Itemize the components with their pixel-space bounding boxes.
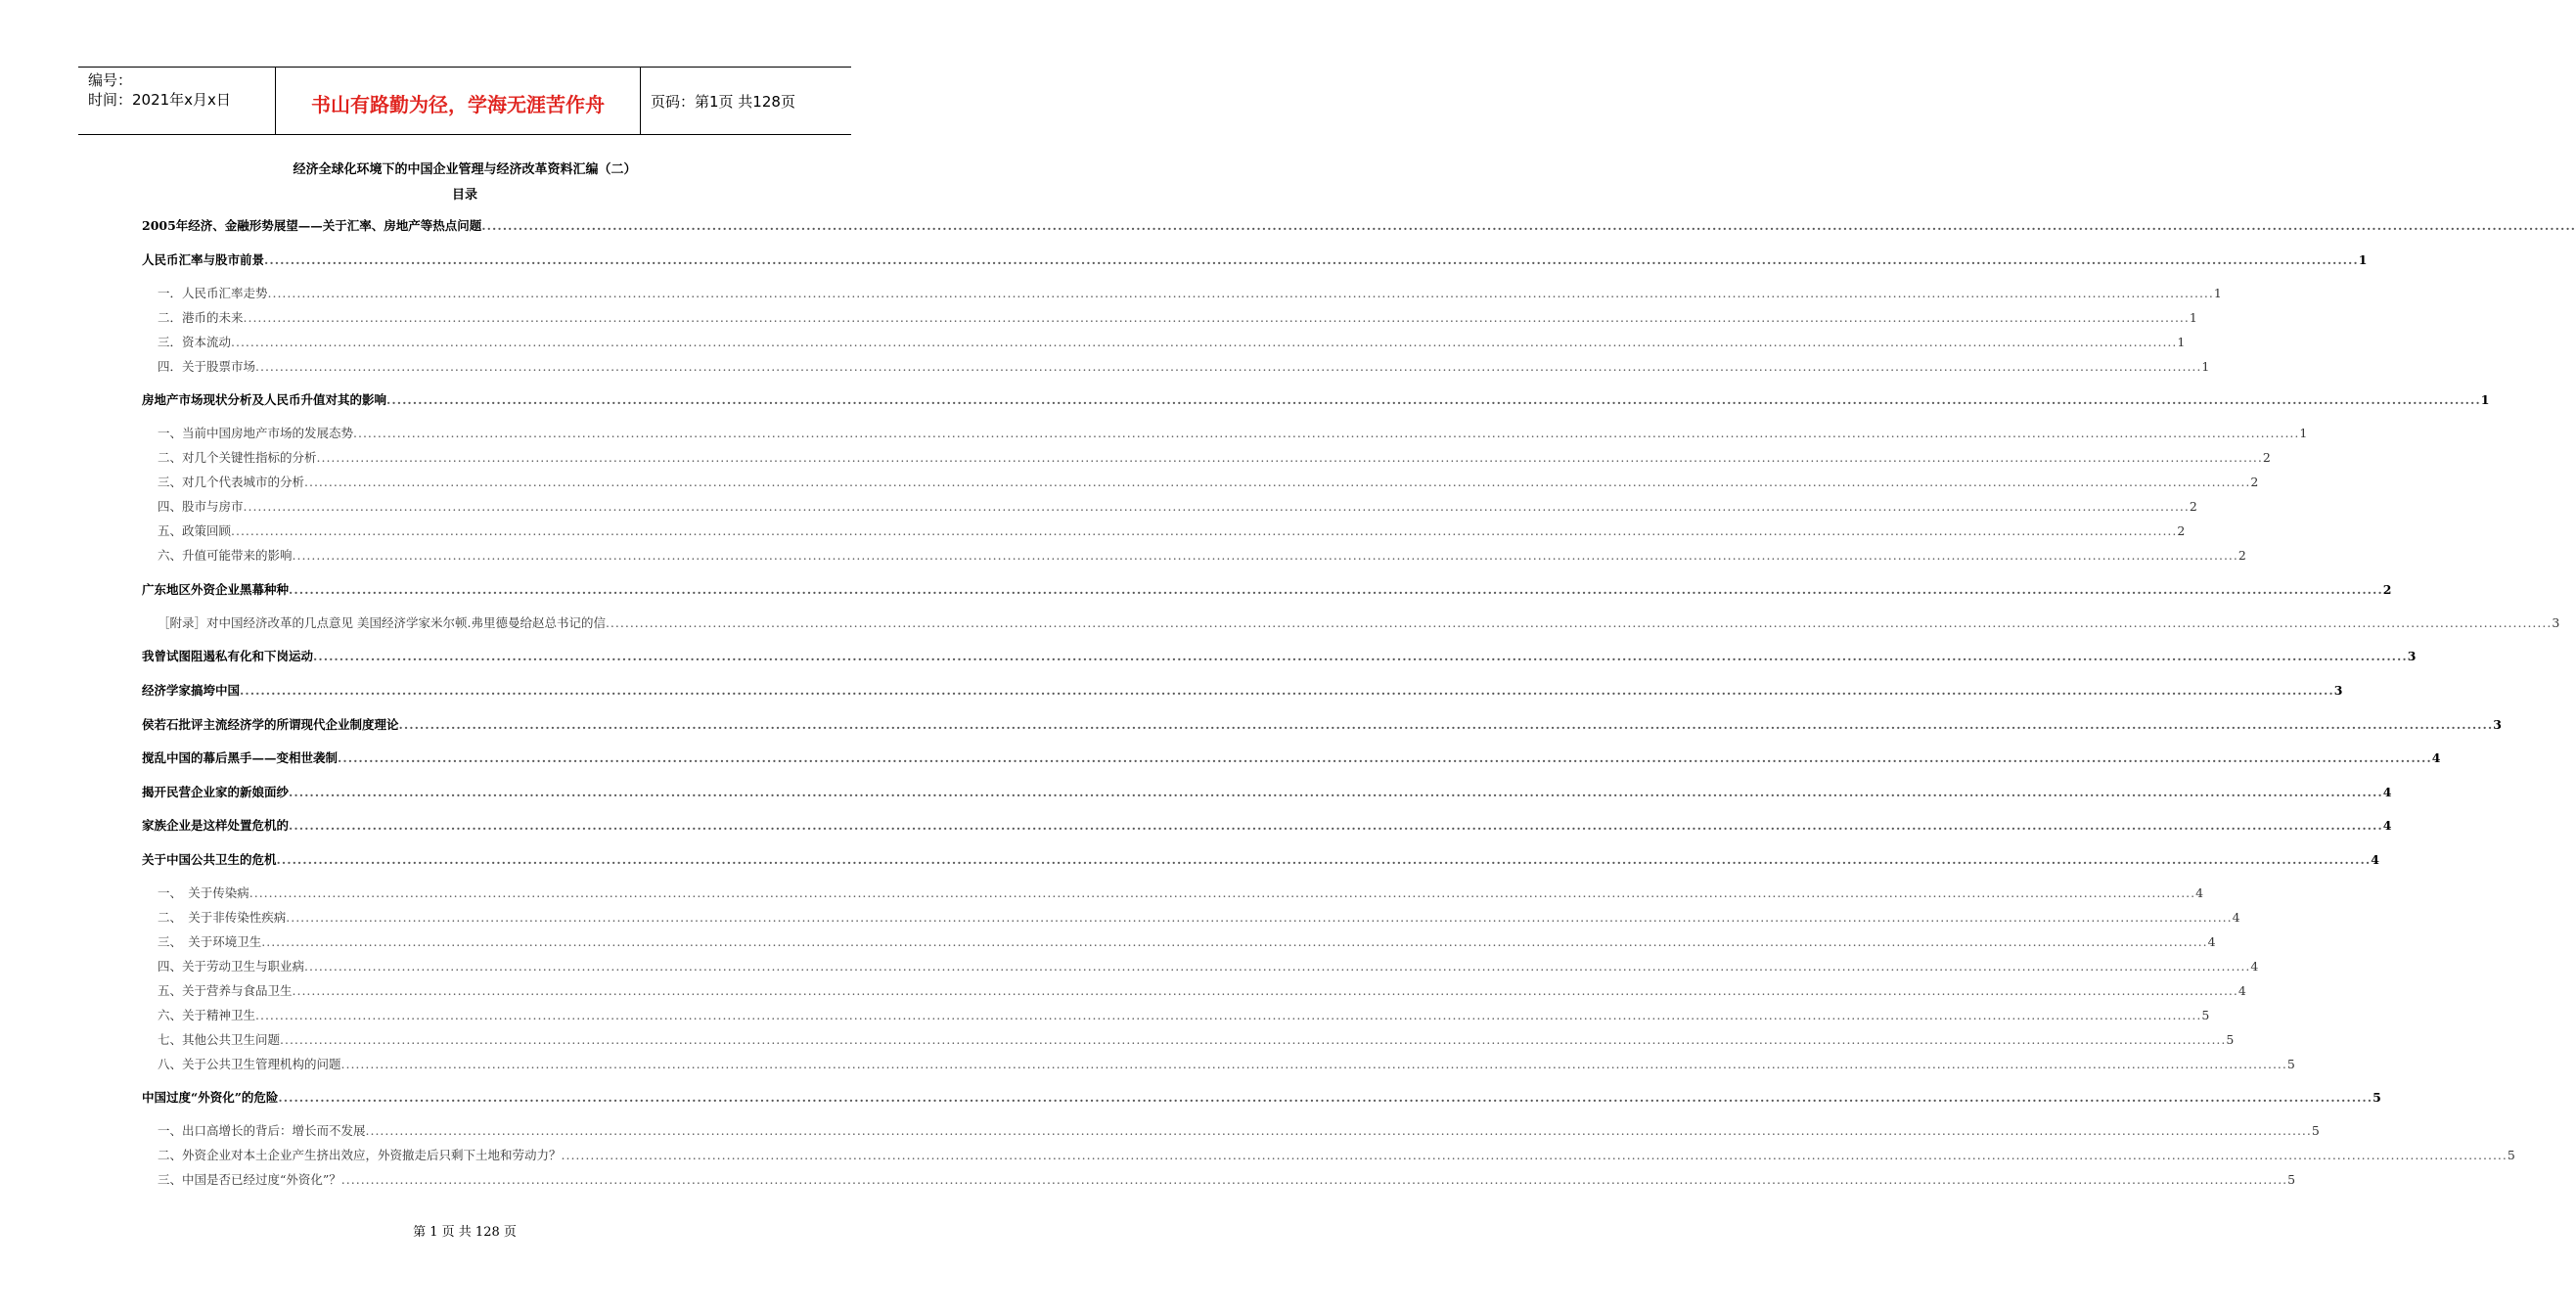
toc-entry-title: 二、 关于非传染性疾病	[158, 910, 287, 925]
toc-entry-title: 侯若石批评主流经济学的所谓现代企业制度理论	[142, 717, 399, 732]
toc-entry-title: ［附录］对中国经济改革的几点意见 美国经济学家米尔顿.弗里德曼给赵总书记的信	[158, 615, 606, 630]
toc-entry[interactable]	[142, 251, 2368, 269]
toc-leader-dots: ................................................................................................................................................................................................................................................................................................................................................................................................................	[304, 475, 2251, 489]
toc-leader-dots: ................................................................................................................................................................................................................................................................................................................................................................................................................	[338, 750, 2432, 765]
toc-entry[interactable]	[142, 851, 2379, 869]
toc-leader-dots: ................................................................................................................................................................................................................................................................................................................................................................................................................	[304, 959, 2251, 974]
toc-entry-title: 三、中国是否已经过度“外资化”？	[158, 1172, 341, 1187]
toc-entry-title: 一、 关于传染病	[158, 885, 249, 900]
toc-entry[interactable]	[158, 425, 2308, 442]
header-motto: 书山有路勤为径，学海无涯苦作舟	[311, 93, 605, 116]
toc-entry-title: 二、外资企业对本土企业产生挤出效应，外资撤走后只剩下土地和劳动力？	[158, 1148, 562, 1162]
toc-entry-title: 经济学家搞垮中国	[142, 683, 241, 698]
toc-entry[interactable]	[158, 614, 2560, 632]
toc-leader-dots: ................................................................................................................................................................................................................................................................................................................................................................................................................	[386, 392, 2481, 407]
toc-entry-title: 五、关于营养与食品卫生	[158, 983, 293, 998]
toc-entry-page: 4	[2195, 885, 2204, 900]
toc-leader-dots: ................................................................................................................................................................................................................................................................................................................................................................................................................	[280, 1032, 2227, 1047]
toc-entry-title: 八、关于公共卫生管理机构的问题	[158, 1057, 341, 1071]
toc-leader-dots: ................................................................................................................................................................................................................................................................................................................................................................................................................	[292, 983, 2238, 998]
toc-leader-dots: ................................................................................................................................................................................................................................................................................................................................................................................................................	[267, 286, 2214, 300]
toc-entry[interactable]	[158, 522, 2186, 540]
document-title: 经济全球化环境下的中国企业管理与经济改革资料汇编（二）	[293, 162, 637, 177]
toc-entry[interactable]	[142, 716, 2502, 734]
toc-entry-page: 5	[2287, 1172, 2296, 1187]
toc-entry-title: 五、政策回顾	[158, 523, 232, 538]
toc-entry[interactable]	[158, 334, 2186, 351]
toc-entry[interactable]	[142, 784, 2392, 801]
toc-entry[interactable]	[158, 982, 2246, 1000]
toc-entry-title: 房地产市场现状分析及人民币升值对其的影响	[142, 392, 387, 407]
time-label: 时间：2021年x月x日	[88, 91, 231, 109]
toc-entry-page: 2	[2237, 548, 2246, 563]
toc-entry-page: 2	[2262, 450, 2271, 465]
toc-leader-dots: ................................................................................................................................................................................................................................................................................................................................................................................................................	[240, 683, 2334, 698]
toc-entry-title: 关于中国公共卫生的危机	[142, 852, 277, 867]
toc-leader-dots: ................................................................................................................................................................................................................................................................................................................................................................................................................	[231, 523, 2178, 538]
toc-entry-title: 人民币汇率与股市前景	[142, 252, 265, 267]
toc-entry[interactable]	[142, 391, 2490, 409]
toc-entry-page: 5	[2286, 1057, 2295, 1071]
toc-leader-dots: ................................................................................................................................................................................................................................................................................................................................................................................................................	[289, 582, 2383, 597]
toc-entry[interactable]	[158, 1007, 2210, 1024]
toc-leader-dots: ................................................................................................................................................................................................................................................................................................................................................................................................................	[255, 1008, 2202, 1022]
toc-entry-title: 我曾试图阻遏私有化和下岗运动	[142, 649, 314, 663]
toc-heading: 目录	[451, 188, 477, 203]
toc-entry[interactable]	[158, 285, 2222, 302]
toc-entry-page: 4	[2431, 750, 2441, 765]
toc-entry[interactable]	[158, 1031, 2235, 1049]
toc-entry[interactable]	[158, 958, 2259, 975]
toc-leader-dots: ................................................................................................................................................................................................................................................................................................................................................................................................................	[276, 852, 2372, 867]
toc-entry-title: 一．人民币汇率走势	[158, 286, 268, 300]
toc-entry[interactable]	[142, 682, 2343, 700]
toc-leader-dots: ................................................................................................................................................................................................................................................................................................................................................................................................................	[313, 649, 2408, 663]
toc-leader-dots: ................................................................................................................................................................................................................................................................................................................................................................................................................	[316, 450, 2263, 465]
toc-entry-title: 家族企业是这样处置危机的	[142, 818, 290, 833]
toc-entry-title: 三、对几个代表城市的分析	[158, 475, 305, 489]
toc-entry[interactable]	[142, 817, 2392, 835]
toc-entry[interactable]	[142, 648, 2417, 665]
toc-leader-dots: ................................................................................................................................................................................................................................................................................................................................................................................................................	[289, 785, 2383, 799]
toc-leader-dots: ................................................................................................................................................................................................................................................................................................................................................................................................................	[243, 310, 2190, 325]
toc-entry-page: 4	[2232, 910, 2240, 925]
toc-leader-dots: ................................................................................................................................................................................................................................................................................................................................................................................................................	[264, 252, 2359, 267]
toc-entry-title: 广东地区外资企业黑幕种种	[142, 582, 290, 597]
toc-entry-page: 1	[2299, 426, 2308, 440]
toc-leader-dots: ................................................................................................................................................................................................................................................................................................................................................................................................................	[243, 499, 2190, 514]
page-footer: 第 1 页 共 128 页	[413, 1225, 517, 1240]
toc-entry-page: 2	[2250, 475, 2259, 489]
toc-entry[interactable]	[158, 1056, 2295, 1073]
toc-entry-title: 一、出口高增长的背后：增长而不发展	[158, 1123, 366, 1138]
toc-entry-page: 4	[2250, 959, 2259, 974]
toc-entry-title: 中国过度“外资化”的危险	[142, 1090, 279, 1105]
toc-entry-title: 2005年经济、金融形势展望——关于汇率、房地产等热点问题	[142, 218, 482, 233]
toc-entry-title: 二、对几个关键性指标的分析	[158, 450, 317, 465]
toc-leader-dots: ................................................................................................................................................................................................................................................................................................................................................................................................................	[289, 818, 2383, 833]
toc-leader-dots: ................................................................................................................................................................................................................................................................................................................................................................................................................	[278, 1090, 2373, 1105]
toc-leader-dots: ................................................................................................................................................................................................................................................................................................................................................................................................................	[231, 335, 2178, 349]
toc-entry[interactable]	[158, 498, 2197, 516]
toc-entry-title: 六、升值可能带来的影响	[158, 548, 293, 563]
toc-entry-title: 三、 关于环境卫生	[158, 934, 262, 949]
toc-entry[interactable]	[158, 358, 2210, 376]
toc-leader-dots: ................................................................................................................................................................................................................................................................................................................................................................................................................	[255, 359, 2202, 374]
toc-entry[interactable]	[158, 884, 2204, 902]
toc-entry[interactable]	[142, 1089, 2381, 1107]
toc-entry[interactable]	[158, 474, 2259, 491]
toc-entry-title: 二．港币的未来	[158, 310, 244, 325]
toc-entry-page: 5	[2507, 1148, 2515, 1162]
toc-entry-title: 四．关于股票市场	[158, 359, 256, 374]
toc-entry-page: 4	[2382, 785, 2392, 799]
toc-entry-page: 2	[2177, 523, 2186, 538]
toc-entry-page: 5	[2373, 1090, 2381, 1105]
toc-entry[interactable]	[158, 1122, 2320, 1140]
toc-leader-dots: ................................................................................................................................................................................................................................................................................................................................................................................................................	[605, 615, 2553, 630]
toc-entry-page: 5	[2226, 1032, 2235, 1047]
toc-leader-dots: ................................................................................................................................................................................................................................................................................................................................................................................................................	[561, 1148, 2508, 1162]
code-label: 编号：	[88, 71, 133, 89]
toc-leader-dots: ................................................................................................................................................................................................................................................................................................................................................................................................................	[481, 218, 2576, 233]
toc-entry[interactable]	[158, 1171, 2296, 1189]
toc-leader-dots: ................................................................................................................................................................................................................................................................................................................................................................................................................	[261, 934, 2208, 949]
toc-entry-title: 搅乱中国的幕后黑手——变相世袭制	[142, 750, 339, 765]
toc-entry-page: 2	[2382, 582, 2392, 597]
toc-entry[interactable]	[158, 547, 2246, 565]
toc-entry-page: 1	[2177, 335, 2186, 349]
toc-entry[interactable]	[158, 933, 2216, 951]
toc-entry[interactable]	[142, 581, 2392, 599]
toc-leader-dots: ................................................................................................................................................................................................................................................................................................................................................................................................................	[340, 1172, 2288, 1187]
toc-entry-page: 4	[2382, 818, 2392, 833]
toc-leader-dots: ................................................................................................................................................................................................................................................................................................................................................................................................................	[353, 426, 2300, 440]
toc-entry-page: 1	[2480, 392, 2490, 407]
toc-entry-page: 1	[2189, 310, 2197, 325]
toc-entry-title: 三．资本流动	[158, 335, 232, 349]
toc-leader-dots: ................................................................................................................................................................................................................................................................................................................................................................................................................	[340, 1057, 2287, 1071]
toc-entry-page: 4	[2207, 934, 2216, 949]
toc-entry-title: 六、关于精神卫生	[158, 1008, 256, 1022]
toc-entry-page: 5	[2201, 1008, 2210, 1022]
toc-entry-page: 4	[2371, 852, 2379, 867]
toc-entry-title: 四、关于劳动卫生与职业病	[158, 959, 305, 974]
toc-entry-page: 5	[2311, 1123, 2320, 1138]
toc-entry[interactable]	[158, 309, 2197, 327]
toc-entry-page: 1	[2213, 286, 2222, 300]
toc-leader-dots: ................................................................................................................................................................................................................................................................................................................................................................................................................	[365, 1123, 2312, 1138]
toc-entry[interactable]	[142, 217, 2576, 235]
page-code: 页码：第1页 共128页	[651, 93, 795, 111]
toc-entry-title: 七、其他公共卫生问题	[158, 1032, 281, 1047]
toc-entry-title: 揭开民营企业家的新娘面纱	[142, 785, 290, 799]
toc-entry-page: 3	[2493, 717, 2502, 732]
toc-entry[interactable]	[158, 449, 2271, 467]
toc-leader-dots: ................................................................................................................................................................................................................................................................................................................................................................................................................	[286, 910, 2233, 925]
toc-entry[interactable]	[142, 749, 2441, 767]
toc-leader-dots: ................................................................................................................................................................................................................................................................................................................................................................................................................	[249, 885, 2196, 900]
toc-entry-page: 2	[2189, 499, 2197, 514]
toc-entry-page: 3	[2407, 649, 2417, 663]
toc-entry[interactable]	[158, 909, 2240, 927]
toc-entry-page: 4	[2237, 983, 2246, 998]
toc-entry-page: 3	[2333, 683, 2343, 698]
toc-entry[interactable]	[158, 1147, 2515, 1164]
toc-entry-page: 1	[2358, 252, 2368, 267]
toc-entry-title: 四、股市与房市	[158, 499, 244, 514]
toc-leader-dots: ................................................................................................................................................................................................................................................................................................................................................................................................................	[292, 548, 2238, 563]
toc-entry-page: 3	[2552, 615, 2560, 630]
toc-entry-page: 1	[2201, 359, 2210, 374]
toc-entry-title: 一、当前中国房地产市场的发展态势	[158, 426, 354, 440]
toc-leader-dots: ................................................................................................................................................................................................................................................................................................................................................................................................................	[398, 717, 2494, 732]
